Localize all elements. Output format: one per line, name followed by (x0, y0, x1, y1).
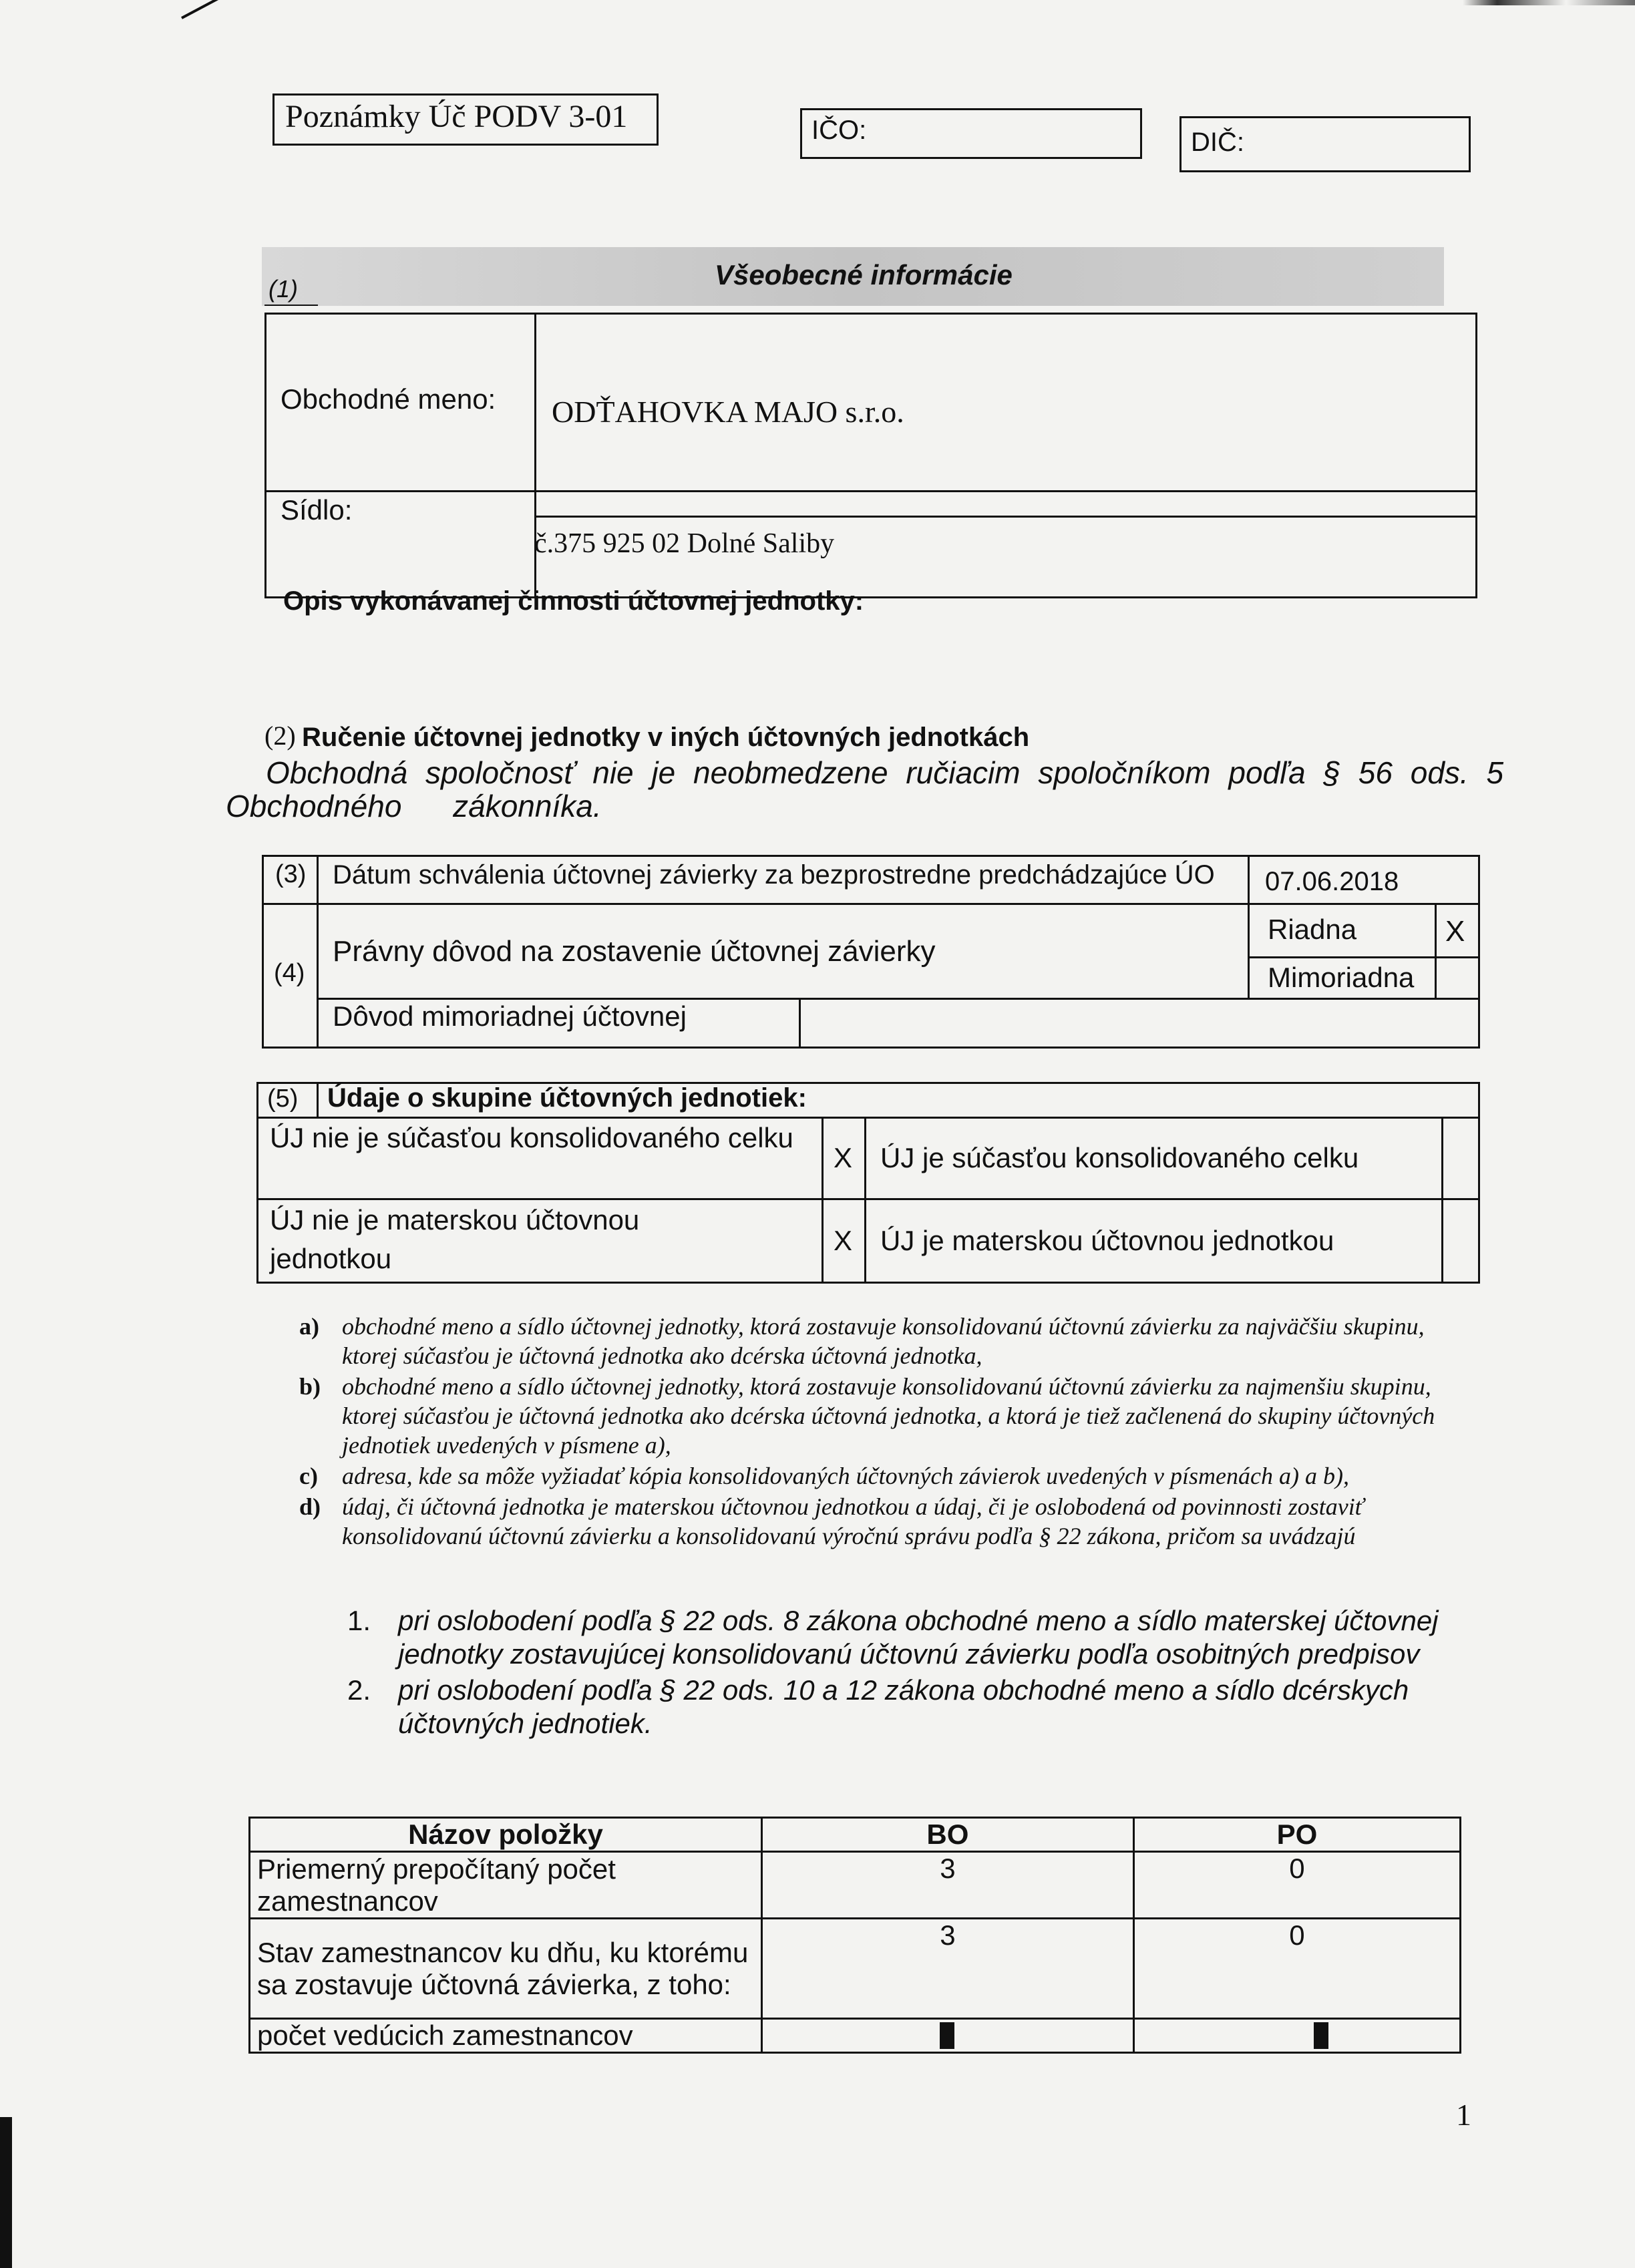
section3-date[interactable]: 07.06.2018 (1265, 867, 1399, 896)
page-number: 1 (1456, 2098, 1471, 2132)
opt-extraordinary-label: Mimoriadna (1268, 962, 1415, 993)
sub-notes-list (347, 1604, 1483, 1740)
company-name-value: ODŤAHOVKA MAJO s.r.o. (552, 395, 904, 429)
sub-note-2-marker: 2. (347, 1674, 371, 1706)
header-item-name: Názov položky (250, 1818, 762, 1852)
pen-stroke (181, 0, 264, 19)
section1-title: Všeobecné informácie (715, 259, 1013, 291)
section1-underline (264, 305, 318, 306)
section5-title: Údaje o skupine účtovných jednotiek: (327, 1083, 807, 1113)
table-row (250, 1852, 1461, 1919)
company-name-label: Obchodné meno: (281, 383, 496, 415)
dic-field[interactable] (1179, 116, 1471, 172)
row-headcount-bo[interactable]: 3 (761, 1919, 1133, 2019)
form-id: Poznámky Úč PODV 3-01 (285, 99, 628, 134)
s5-row2-left-checkbox[interactable]: X (834, 1225, 853, 1256)
sub-note-2-text: pri oslobodení podľa § 22 ods. 10 a 12 zákona obchodné meno a sídlo dcérskych účtovných jednotiek. (398, 1674, 1409, 1739)
company-table-divider-h (264, 490, 1477, 492)
redaction-mark (940, 2022, 954, 2049)
section2-title: Ručenie účtovnej jednotky v iných účtovných jednotkách (302, 723, 1030, 752)
note-d-marker: d) (299, 1493, 321, 1520)
ico-label: IČO: (811, 116, 867, 145)
note-b (299, 1372, 1476, 1460)
s5-header-bottom (256, 1117, 1480, 1119)
extraordinary-reason-label: Dôvod mimoriadnej účtovnej (333, 1000, 687, 1032)
sub-note-1 (347, 1604, 1483, 1671)
row-avg-employees-label: Priemerný prepočítaný počet zamestnancov (250, 1852, 762, 1919)
s4-mark-col (1435, 903, 1437, 998)
s5-row1-right: ÚJ je súčasťou konsolidovaného celku (880, 1142, 1359, 1173)
ico-field[interactable] (800, 108, 1142, 159)
s3-bottom (262, 903, 1480, 905)
activity-label: Opis vykonávanej činnosti účtovnej jednotky: (283, 586, 864, 616)
form-id-box (272, 93, 659, 146)
row-avg-employees-bo[interactable]: 3 (761, 1852, 1133, 1919)
s5-number-col (317, 1082, 319, 1118)
note-c-marker: c) (299, 1463, 318, 1489)
note-b-marker: b) (299, 1373, 321, 1400)
s5-mark-col-end (1441, 1117, 1443, 1284)
row-avg-employees-po[interactable]: 0 (1133, 1852, 1460, 1919)
row-headcount-po[interactable]: 0 (1133, 1919, 1460, 2019)
opt-regular-checkbox[interactable]: X (1445, 915, 1465, 948)
section3-number: (3) (275, 860, 307, 888)
section3-label: Dátum schválenia účtovnej závierky za bezprostredne predchádzajúce ÚO (333, 860, 1215, 890)
row-headcount-label: Stav zamestnancov ku dňu, ku ktorému sa zostavuje účtovná závierka, z toho: (250, 1919, 762, 2019)
s5-mark-col-left (822, 1117, 824, 1284)
table-row (250, 1919, 1461, 2019)
s5-row1-left-checkbox[interactable]: X (834, 1142, 853, 1173)
table-row (250, 2019, 1461, 2053)
note-d (299, 1492, 1476, 1551)
notes-list (299, 1312, 1476, 1551)
sub-note-2 (347, 1674, 1483, 1740)
opt-regular-label: Riadna (1268, 914, 1357, 945)
section4-label: Právny dôvod na zostavenie účtovnej závierky (333, 935, 936, 968)
scan-left-edge (0, 2117, 12, 2268)
s34-number-col (317, 855, 319, 1049)
section2-number: (2) (264, 721, 296, 751)
employees-table (248, 1817, 1461, 2054)
section4-number: (4) (274, 959, 305, 987)
note-d-text: údaj, či účtovná jednotka je materskou účtovnou jednotkou a údaj, či je oslobodená od povinnosti zostaviť konsolidovanú účtovnú závierku a konsolidovanú výročnú správu podľa § 22 zákona, pričom sa uvádzajú (342, 1493, 1364, 1549)
note-a-marker: a) (299, 1313, 319, 1340)
company-info-table (264, 313, 1477, 598)
redaction-mark (1314, 2022, 1328, 2049)
header-bo: BO (761, 1818, 1133, 1852)
seat-value: č.375 925 02 Dolné Saliby (534, 528, 835, 559)
company-table-divider-h2 (534, 516, 1477, 518)
s5-row-split (256, 1198, 1480, 1200)
section5-number: (5) (267, 1085, 299, 1113)
s4-reason-top (317, 998, 1480, 1000)
section2-text-line2: Obchodného zákonníka. (226, 789, 602, 823)
s4-opt-split (1248, 956, 1480, 958)
note-a (299, 1312, 1476, 1370)
s5-mark-col-right (864, 1117, 866, 1284)
section2-text-line1: Obchodná spoločnosť nie je neobmedzene ručiacim spoločníkom podľa § 56 ods. 5 (266, 755, 1504, 790)
note-c (299, 1461, 1476, 1491)
note-c-text: adresa, kde sa môže vyžiadať kópia konsolidovaných účtovných závierok uvedených v písmenách a) a b), (342, 1463, 1349, 1489)
table-header-row (250, 1818, 1461, 1852)
scan-edge-mark (1463, 0, 1635, 5)
sub-note-1-text: pri oslobodení podľa § 22 ods. 8 zákona obchodné meno a sídlo materskej účtovnej jednotky zostavujúcej konsolidovanú účtovnú závierku podľa osobitných predpisov (398, 1605, 1439, 1670)
note-a-text: obchodné meno a sídlo účtovnej jednotky, ktorá zostavuje konsolidovanú účtovnú závierku za najväčšiu skupinu, ktorej súčasťou je účtovná jednotka ako dcérska účtovná jednotka, (342, 1313, 1425, 1369)
s3-value-col (1248, 855, 1250, 998)
header-po: PO (1133, 1818, 1460, 1852)
s5-row1-left: ÚJ nie je súčasťou konsolidovaného celku (270, 1122, 793, 1153)
row-managers-bo[interactable] (761, 2019, 1133, 2053)
sub-note-1-marker: 1. (347, 1605, 371, 1636)
s5-row2-right: ÚJ je materskou účtovnou jednotkou (880, 1225, 1334, 1256)
row-managers-label: počet vedúcich zamestnancov (250, 2019, 762, 2053)
seat-label: Sídlo: (281, 494, 353, 526)
row-managers-po[interactable] (1133, 2019, 1460, 2053)
dic-label: DIČ: (1191, 128, 1244, 157)
s5-row2-left: ÚJ nie je materskou účtovnou jednotkou (270, 1204, 640, 1274)
s4-reason-col (799, 998, 801, 1049)
section1-number: (1) (268, 275, 298, 303)
note-b-text: obchodné meno a sídlo účtovnej jednotky, ktorá zostavuje konsolidovanú účtovnú závierku za najmenšiu skupinu, ktorej súčasťou je účtovná jednotka ako dcérska účtovná jednotka, a ktorá je tiež začlenená do skupiny účtovných jednotiek uvedených v písmene a), (342, 1373, 1435, 1459)
